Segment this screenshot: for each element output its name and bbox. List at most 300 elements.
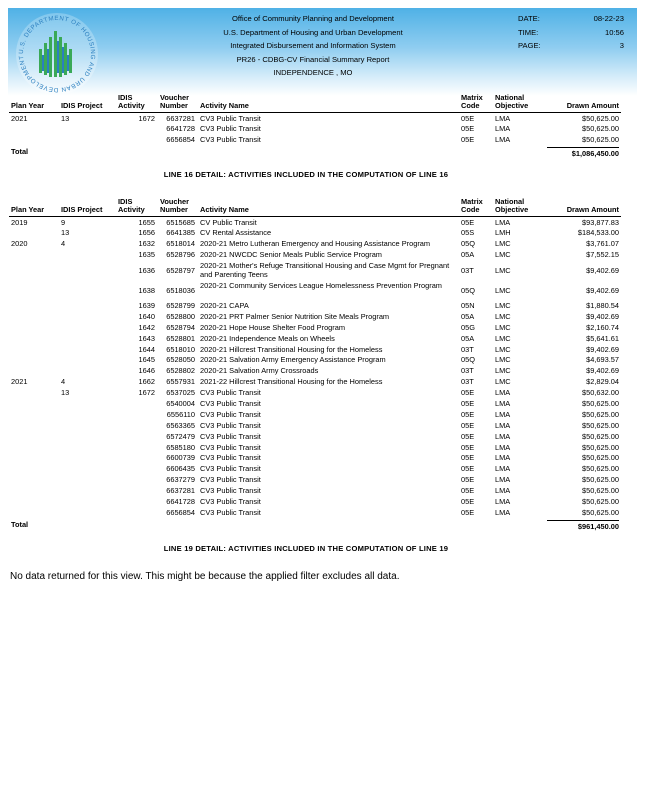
table-row <box>9 301 621 312</box>
cell-drawn-amount: $5,641.61 <box>586 333 619 343</box>
cell-idis-project: 9 <box>61 217 66 227</box>
table-row <box>9 410 621 421</box>
col-national-objective: National Objective <box>493 94 543 112</box>
table-row <box>9 355 621 366</box>
cell-national-objective: LMC <box>495 322 511 332</box>
cell-idis-project <box>59 366 116 377</box>
date-label: DATE: <box>518 14 540 23</box>
cell-matrix-code: 05E <box>461 217 475 227</box>
cell-idis-project: 13 <box>61 113 70 123</box>
cell-idis-activity: 1636 <box>138 266 155 276</box>
cell-drawn-amount: $1,880.54 <box>586 300 619 310</box>
col-national-objective: National Objective <box>493 198 543 216</box>
cell-activity-name: 2021-22 Hillcrest Transitional Housing for the Homeless <box>200 377 383 387</box>
page-value: 3 <box>619 41 624 50</box>
cell-matrix-code: 05S <box>461 228 475 238</box>
cell-national-objective: LMC <box>495 344 511 354</box>
cell-drawn-amount: $9,402.69 <box>586 366 619 376</box>
cell-activity-name: CV3 Public Transit <box>200 464 261 474</box>
table-row <box>9 453 621 464</box>
table-row <box>9 345 621 356</box>
table-total-row <box>9 146 621 158</box>
cell-drawn-amount: $2,829.04 <box>586 377 619 387</box>
col-matrix-code: Matrix Code <box>459 198 493 216</box>
cell-idis-project <box>59 261 116 281</box>
cell-plan-year <box>9 508 59 519</box>
cell-matrix-code: 05E <box>461 124 475 134</box>
svg-text:U.S. DEPARTMENT OF HOUSING AND: U.S. DEPARTMENT OF HOUSING AND URBAN DEVELOPMENT <box>17 14 97 94</box>
cell-drawn-amount: $50,625.00 <box>582 497 619 507</box>
cell-activity-name: CV3 Public Transit <box>200 420 261 430</box>
cell-activity-name: CV3 Public Transit <box>200 507 261 517</box>
cell-matrix-code: 05Q <box>461 239 475 249</box>
col-idis-activity: IDIS Activity <box>116 198 158 216</box>
cell-idis-project <box>59 464 116 475</box>
cell-idis-project <box>59 345 116 356</box>
cell-idis-activity <box>116 399 158 410</box>
cell-drawn-amount: $50,625.00 <box>582 431 619 441</box>
cell-voucher-number: 6563365 <box>166 420 195 430</box>
table-row <box>9 281 621 301</box>
cell-drawn-amount: $50,625.00 <box>582 399 619 408</box>
cell-idis-project <box>59 410 116 421</box>
cell-plan-year <box>9 497 59 508</box>
cell-idis-activity: 1662 <box>138 377 155 387</box>
cell-voucher-number: 6600739 <box>166 453 195 463</box>
cell-national-objective: LMA <box>495 497 511 507</box>
cell-voucher-number: 6515685 <box>166 217 195 227</box>
cell-voucher-number: 6528800 <box>166 311 195 321</box>
cell-drawn-amount: $50,625.00 <box>582 486 619 496</box>
col-plan-year: Plan Year <box>9 94 59 112</box>
cell-voucher-number: 6606435 <box>166 464 195 474</box>
cell-plan-year <box>9 453 59 464</box>
cell-matrix-code: 05A <box>461 333 475 343</box>
cell-idis-activity <box>116 453 158 464</box>
time-label: TIME: <box>518 27 539 37</box>
cell-matrix-code: 05E <box>461 475 475 485</box>
hud-seal-logo <box>14 11 100 97</box>
cell-idis-project <box>59 250 116 261</box>
table-row <box>9 497 621 508</box>
cell-idis-project <box>59 281 116 301</box>
cell-drawn-amount: $2,160.74 <box>586 322 619 332</box>
section-heading-line16: LINE 16 DETAIL: ACTIVITIES INCLUDED IN THE COMPUTATION OF LINE 16 <box>163 170 449 179</box>
cell-voucher-number: 6528799 <box>166 300 195 310</box>
cell-activity-name: 2020-21 Community Services League Homelessness Prevention Program <box>200 280 442 290</box>
table-total-row <box>9 519 621 531</box>
cell-idis-project <box>59 301 116 312</box>
cell-activity-name: 2020-21 Hillcrest Transitional Housing for the Homeless <box>200 344 383 354</box>
cell-national-objective: LMA <box>495 507 511 517</box>
cell-activity-name: CV3 Public Transit <box>200 442 261 452</box>
cell-drawn-amount: $9,402.69 <box>586 311 619 321</box>
cell-activity-name: CV3 Public Transit <box>200 431 261 441</box>
cell-drawn-amount: $184,533.00 <box>577 228 619 238</box>
no-data-message: No data returned for this view. This might be because the applied filter excludes all data. <box>10 571 400 582</box>
cell-plan-year <box>9 366 59 377</box>
header-line-office: Office of Community Planning and Development <box>232 14 394 23</box>
cell-idis-activity <box>116 421 158 432</box>
cell-voucher-number: 6518010 <box>166 344 195 354</box>
cell-idis-activity: 1632 <box>138 239 155 249</box>
table-row <box>9 432 621 443</box>
cell-plan-year <box>9 323 59 334</box>
table-row <box>9 124 621 135</box>
section-heading-line19: LINE 19 DETAIL: ACTIVITIES INCLUDED IN THE COMPUTATION OF LINE 19 <box>163 544 449 553</box>
cell-plan-year <box>9 301 59 312</box>
cell-idis-project: 13 <box>61 388 70 398</box>
cell-plan-year: 2019 <box>11 217 28 227</box>
cell-voucher-number: 6641385 <box>166 228 195 238</box>
cell-voucher-number: 6518036 <box>166 286 195 296</box>
cell-voucher-number: 6656854 <box>166 135 195 145</box>
table-row <box>9 475 621 486</box>
cell-activity-name: CV3 Public Transit <box>200 409 261 419</box>
cell-voucher-number: 6557931 <box>166 377 195 387</box>
cell-national-objective: LMA <box>495 399 511 408</box>
cell-idis-activity <box>116 443 158 454</box>
table-row <box>9 508 621 519</box>
cell-voucher-number: 6528801 <box>166 333 195 343</box>
cell-matrix-code: 05A <box>461 250 475 260</box>
cell-plan-year <box>9 345 59 356</box>
cell-drawn-amount: $9,402.69 <box>586 344 619 354</box>
table-row <box>9 399 621 410</box>
cell-idis-activity <box>116 135 158 146</box>
cell-plan-year <box>9 334 59 345</box>
cell-voucher-number: 6656854 <box>166 507 195 517</box>
cell-matrix-code: 05E <box>461 464 475 474</box>
cell-plan-year <box>9 355 59 366</box>
cell-idis-project <box>59 475 116 486</box>
cell-plan-year <box>9 261 59 281</box>
cell-matrix-code: 05E <box>461 453 475 463</box>
cell-plan-year <box>9 228 59 239</box>
cell-activity-name: 2020-21 PRT Palmer Senior Nutrition Site Meals Program <box>200 311 390 321</box>
table-row <box>9 486 621 497</box>
col-activity-name: Activity Name <box>198 94 459 112</box>
cell-voucher-number: 6528794 <box>166 322 195 332</box>
table-row <box>9 334 621 345</box>
cell-national-objective: LMA <box>495 113 511 123</box>
cell-voucher-number: 6637281 <box>166 486 195 496</box>
cell-matrix-code: 05E <box>461 113 475 123</box>
cell-drawn-amount: $4,693.57 <box>586 355 619 365</box>
time-value: 10:56 <box>604 27 624 37</box>
cell-idis-project: 4 <box>61 239 66 249</box>
cell-voucher-number: 6637279 <box>166 475 195 485</box>
cell-matrix-code: 03T <box>461 366 474 376</box>
cell-activity-name: 2020-21 CAPA <box>200 300 249 310</box>
cell-plan-year <box>9 432 59 443</box>
cell-national-objective: LMC <box>495 286 511 296</box>
cell-activity-name: CV Public Transit <box>200 217 257 227</box>
cell-idis-activity <box>116 432 158 443</box>
col-idis-project: IDIS Project <box>59 198 116 216</box>
table-header-row <box>9 198 621 216</box>
cell-voucher-number: 6585180 <box>166 442 195 452</box>
cell-activity-name: CV3 Public Transit <box>200 399 261 408</box>
cell-idis-activity <box>116 464 158 475</box>
cell-drawn-amount: $50,625.00 <box>582 507 619 517</box>
cell-national-objective: LMC <box>495 333 511 343</box>
cell-activity-name: 2020-21 Salvation Army Crossroads <box>200 366 319 376</box>
date-value: 08-22-23 <box>593 14 624 23</box>
cell-idis-project <box>59 443 116 454</box>
cell-idis-activity <box>116 475 158 486</box>
cell-voucher-number: 6528796 <box>166 250 195 260</box>
cell-drawn-amount: $50,625.00 <box>582 475 619 485</box>
cell-activity-name: CV3 Public Transit <box>200 113 261 123</box>
table-row <box>9 216 621 228</box>
cell-matrix-code: 05E <box>461 420 475 430</box>
cell-idis-activity: 1655 <box>138 217 155 227</box>
cell-matrix-code: 05E <box>461 399 475 408</box>
total-amount: $1,086,450.00 <box>547 147 619 158</box>
cell-idis-activity: 1644 <box>138 344 155 354</box>
cell-plan-year <box>9 124 59 135</box>
cell-activity-name: 2020-21 Salvation Army Emergency Assistance Program <box>200 355 386 365</box>
col-idis-project: IDIS Project <box>59 94 116 112</box>
cell-plan-year <box>9 475 59 486</box>
cell-drawn-amount: $3,761.07 <box>586 239 619 249</box>
table-row <box>9 239 621 250</box>
cell-matrix-code: 05Q <box>461 355 475 365</box>
cell-voucher-number: 6528050 <box>166 355 195 365</box>
cell-national-objective: LMC <box>495 377 511 387</box>
cell-national-objective: LMA <box>495 420 511 430</box>
cell-activity-name: CV3 Public Transit <box>200 497 261 507</box>
total-amount: $961,450.00 <box>547 520 619 531</box>
cell-drawn-amount: $50,632.00 <box>582 388 619 398</box>
cell-matrix-code: 05E <box>461 135 475 145</box>
header-line-department: U.S. Department of Housing and Urban Development <box>223 27 403 37</box>
cell-plan-year <box>9 443 59 454</box>
header-line-system: Integrated Disbursement and Information System <box>230 41 396 50</box>
cell-drawn-amount: $50,625.00 <box>582 113 619 123</box>
cell-idis-project <box>59 508 116 519</box>
cell-national-objective: LMC <box>495 311 511 321</box>
cell-activity-name: CV3 Public Transit <box>200 453 261 463</box>
cell-idis-activity: 1645 <box>138 355 155 365</box>
cell-plan-year: 2021 <box>11 113 28 123</box>
cell-national-objective: LMA <box>495 464 511 474</box>
cell-matrix-code: 03T <box>461 266 474 276</box>
cell-national-objective: LMH <box>495 228 511 238</box>
cell-voucher-number: 6537025 <box>166 388 195 398</box>
report-title-block <box>158 12 468 80</box>
cell-drawn-amount: $7,552.15 <box>586 250 619 260</box>
cell-matrix-code: 05E <box>461 486 475 496</box>
cell-plan-year <box>9 399 59 410</box>
table-row <box>9 112 621 124</box>
cell-idis-activity: 1640 <box>138 311 155 321</box>
col-drawn-amount: Drawn Amount <box>543 198 621 216</box>
cell-drawn-amount: $9,402.69 <box>586 266 619 276</box>
header-line-report-name: PR26 - CDBG-CV Financial Summary Report <box>236 54 390 64</box>
cell-plan-year: 2020 <box>11 239 28 249</box>
table-row <box>9 443 621 454</box>
cell-plan-year <box>9 388 59 399</box>
cell-idis-project <box>59 124 116 135</box>
cell-drawn-amount: $50,625.00 <box>582 420 619 430</box>
cell-idis-activity: 1639 <box>138 300 155 310</box>
cell-national-objective: LMA <box>495 453 511 463</box>
cell-national-objective: LMC <box>495 355 511 365</box>
table-header-row <box>9 94 621 112</box>
page-label: PAGE: <box>518 41 541 50</box>
cell-idis-activity: 1643 <box>138 333 155 343</box>
cell-matrix-code: 05G <box>461 322 475 332</box>
cell-idis-activity <box>116 124 158 135</box>
cell-idis-activity: 1656 <box>138 228 155 238</box>
cell-activity-name: CV3 Public Transit <box>200 486 261 496</box>
cell-matrix-code: 03T <box>461 377 474 387</box>
cell-activity-name: CV Rental Assistance <box>200 228 272 238</box>
table-row <box>9 228 621 239</box>
cell-idis-project <box>59 334 116 345</box>
cell-idis-activity: 1672 <box>138 113 155 123</box>
cell-voucher-number: 6572479 <box>166 431 195 441</box>
cell-matrix-code: 05E <box>461 409 475 419</box>
col-plan-year: Plan Year <box>9 198 59 216</box>
cell-national-objective: LMC <box>495 300 511 310</box>
cell-plan-year <box>9 135 59 146</box>
cell-national-objective: LMA <box>495 475 511 485</box>
cell-activity-name: CV3 Public Transit <box>200 475 261 485</box>
col-matrix-code: Matrix Code <box>459 94 493 112</box>
cell-activity-name: CV3 Public Transit <box>200 124 261 134</box>
cell-matrix-code: 05E <box>461 388 475 398</box>
cell-plan-year <box>9 250 59 261</box>
cell-drawn-amount: $9,402.69 <box>586 286 619 296</box>
cell-idis-project <box>59 421 116 432</box>
cell-plan-year: 2021 <box>11 377 28 387</box>
cell-idis-project <box>59 432 116 443</box>
cell-voucher-number: 6641728 <box>166 124 195 134</box>
cell-drawn-amount: $50,625.00 <box>582 135 619 145</box>
table-row <box>9 323 621 334</box>
cell-idis-activity <box>116 410 158 421</box>
activities-table-line16 <box>9 198 621 531</box>
cell-idis-project: 4 <box>61 377 66 387</box>
cell-activity-name: 2020-21 Independence Meals on Wheels <box>200 333 335 343</box>
cell-matrix-code: 05E <box>461 442 475 452</box>
cell-national-objective: LMC <box>495 250 511 260</box>
cell-drawn-amount: $50,625.00 <box>582 124 619 134</box>
header-line-grantee: INDEPENDENCE , MO <box>273 68 353 77</box>
cell-voucher-number: 6528802 <box>166 366 195 376</box>
report-header <box>8 8 637 96</box>
cell-activity-name: 2020-21 Hope House Shelter Food Program <box>200 322 346 332</box>
cell-national-objective: LMA <box>495 388 511 398</box>
cell-national-objective: LMA <box>495 217 511 227</box>
table-row <box>9 261 621 281</box>
cell-voucher-number: 6556110 <box>166 409 195 419</box>
col-voucher-number: Voucher Number <box>158 94 198 112</box>
cell-idis-activity: 1642 <box>138 322 155 332</box>
report-meta <box>516 12 626 53</box>
cell-drawn-amount: $93,877.83 <box>582 217 619 227</box>
cell-idis-project <box>59 135 116 146</box>
cell-national-objective: LMC <box>495 366 511 376</box>
cell-idis-project: 13 <box>61 228 70 238</box>
cell-matrix-code: 05N <box>461 300 475 310</box>
cell-activity-name: 2020-21 NWCDC Senior Meals Public Service Program <box>200 250 382 260</box>
table-row <box>9 366 621 377</box>
cell-drawn-amount: $50,625.00 <box>582 442 619 452</box>
table-row <box>9 377 621 388</box>
cell-drawn-amount: $50,625.00 <box>582 409 619 419</box>
cell-idis-activity <box>116 508 158 519</box>
cell-activity-name: CV3 Public Transit <box>200 388 261 398</box>
cell-plan-year <box>9 281 59 301</box>
cell-national-objective: LMA <box>495 486 511 496</box>
cell-idis-activity: 1635 <box>138 250 155 260</box>
cell-idis-project <box>59 355 116 366</box>
cell-drawn-amount: $50,625.00 <box>582 464 619 474</box>
cell-activity-name: CV3 Public Transit <box>200 135 261 145</box>
cell-activity-name: 2020-21 Metro Lutheran Emergency and Housing Assistance Program <box>200 239 431 249</box>
table-row <box>9 388 621 399</box>
col-idis-activity: IDIS Activity <box>116 94 158 112</box>
cell-plan-year <box>9 486 59 497</box>
cell-idis-project <box>59 497 116 508</box>
cell-matrix-code: 03T <box>461 344 474 354</box>
cell-national-objective: LMA <box>495 431 511 441</box>
cell-national-objective: LMC <box>495 239 511 249</box>
cell-idis-project <box>59 399 116 410</box>
cell-national-objective: LMC <box>495 266 511 276</box>
cell-plan-year <box>9 421 59 432</box>
cell-voucher-number: 6637281 <box>166 113 195 123</box>
total-label: Total <box>11 147 29 157</box>
cell-idis-activity: 1672 <box>138 388 155 398</box>
table-row <box>9 250 621 261</box>
cell-drawn-amount: $50,625.00 <box>582 453 619 463</box>
cell-idis-project <box>59 323 116 334</box>
activities-table-top <box>9 94 621 158</box>
cell-voucher-number: 6528797 <box>166 266 195 276</box>
cell-national-objective: LMA <box>495 124 511 134</box>
cell-voucher-number: 6540004 <box>166 399 195 408</box>
col-voucher-number: Voucher Number <box>158 198 198 216</box>
cell-idis-activity <box>116 497 158 508</box>
cell-idis-activity: 1646 <box>138 366 155 376</box>
cell-idis-activity: 1638 <box>138 286 155 296</box>
cell-matrix-code: 05E <box>461 431 475 441</box>
cell-national-objective: LMA <box>495 409 511 419</box>
cell-matrix-code: 05E <box>461 507 475 517</box>
cell-voucher-number: 6518014 <box>166 239 195 249</box>
col-activity-name: Activity Name <box>198 198 459 216</box>
cell-idis-project <box>59 312 116 323</box>
cell-matrix-code: 05Q <box>461 286 475 296</box>
cell-national-objective: LMA <box>495 442 511 452</box>
cell-plan-year <box>9 312 59 323</box>
cell-matrix-code: 05A <box>461 311 475 321</box>
cell-idis-activity <box>116 486 158 497</box>
table-row <box>9 135 621 146</box>
cell-idis-project <box>59 486 116 497</box>
cell-voucher-number: 6641728 <box>166 497 195 507</box>
col-drawn-amount: Drawn Amount <box>543 94 621 112</box>
table-row <box>9 464 621 475</box>
cell-activity-name: 2020-21 Mother's Refuge Transitional Housing and Case Mgmt for Pregnant and Parenting Teens <box>200 260 450 280</box>
cell-idis-project <box>59 453 116 464</box>
cell-plan-year <box>9 410 59 421</box>
